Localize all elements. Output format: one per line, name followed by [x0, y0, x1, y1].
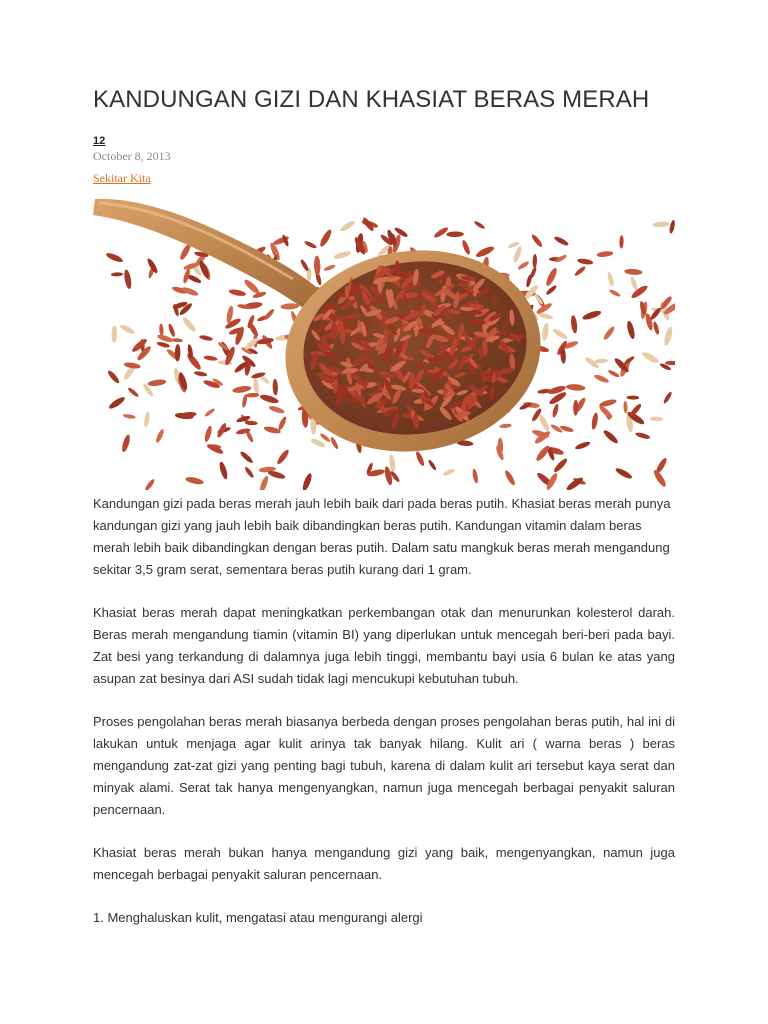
article-body: [93, 493, 675, 950]
paragraph: Proses pengolahan beras merah biasanya berbeda dengan proses pengolahan beras putih, hal ini di lakukan untuk menjaga agar kulit arinya tak banyak hilang. Kulit ari ( warna beras ) beras mengandung zat-zat gizi yang penting bagi tubuh, karena di dalam kulit ari tersebut kaya serat dan minyak alami. Serat tak hanya mengenyangkan, namun juga mencegah berbagai penyakit saluran pencernaan.: [93, 714, 675, 817]
rice-grain: [382, 374, 397, 379]
author-link[interactable]: 12: [93, 135, 106, 147]
rice-grain: [336, 292, 354, 298]
red-rice-spoon-image: [93, 193, 675, 490]
article-title: KANDUNGAN GIZI DAN KHASIAT BERAS MERAH: [93, 86, 650, 113]
paragraph: Khasiat beras merah dapat meningkatkan perkembangan otak dan menurunkan kolesterol darah. Beras merah mengandung tiamin (vitamin BI) yang diperlukan untuk mencegah beri-beri pada bayi. Zat besi yang terkandung di dalamnya juga lebih tinggi, membantu bayi usia 6 bulan ke atas yang asupan zat besinya dari ASI sudah tidak lagi mencukupi kebutuhan tubuh.: [93, 605, 675, 686]
paragraph: Kandungan gizi pada beras merah jauh lebih baik dari pada beras putih. Khasiat beras merah punya kandungan gizi yang jauh lebih baik dibandingkan beras putih. Kandungan vitamin dalam beras merah lebih baik dibandingkan dengan beras putih. Dalam satu mangkuk beras merah mengandung sekitar 3,5 gram serat, sementara beras putih kurang dari 1 gram.: [93, 496, 671, 577]
post-date: October 8, 2013: [93, 149, 171, 163]
list-item: 1. Menghaluskan kulit, mengatasi atau mengurangi alergi: [93, 910, 423, 925]
paragraph: Khasiat beras merah bukan hanya mengandung gizi yang baik, mengenyangkan, namun juga mencegah berbagai penyakit saluran pencernaan.: [93, 845, 675, 882]
category-link[interactable]: Sekitar Kita: [93, 171, 151, 185]
